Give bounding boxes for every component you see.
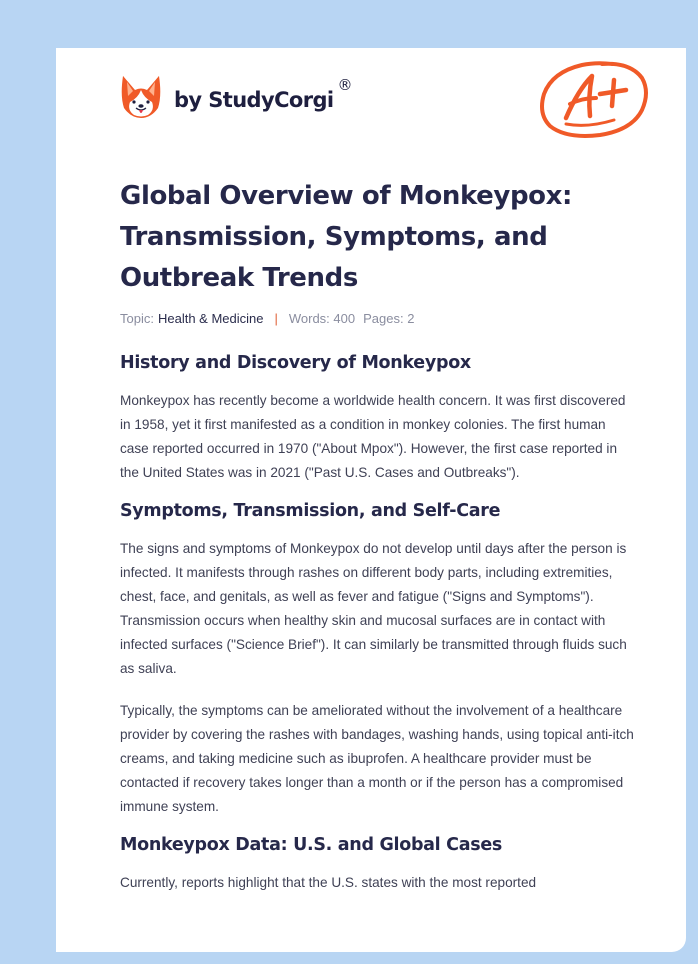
page-title: Global Overview of Monkeypox: Transmission, Symptoms, and Outbreak Trends bbox=[120, 181, 572, 293]
logo-text: by StudyCorgi bbox=[174, 88, 334, 112]
studycorgi-logo[interactable] bbox=[120, 74, 353, 120]
topic-label: Topic: bbox=[120, 311, 154, 326]
document-card bbox=[56, 48, 686, 952]
paragraph: The signs and symptoms of Monkeypox do not develop until days after the person is infected. It manifests through rashes on different body parts, including extremities, chest, face, and genitals, as well as fever and fatigue ("Signs and Symptoms"). Transmission occurs when healthy skin and mucosal surfaces are in contact with infected surfaces ("Science Brief"). It can similarly be transmitted through fluids such as saliva. bbox=[120, 541, 627, 676]
corgi-logo-icon bbox=[120, 74, 162, 120]
section-heading-symptoms: Symptoms, Transmission, and Self-Care bbox=[120, 501, 501, 521]
article-content bbox=[120, 176, 636, 895]
topic-link[interactable]: Health & Medicine bbox=[157, 311, 264, 326]
page-count: Pages: 2 bbox=[363, 311, 415, 326]
meta-separator: | bbox=[274, 311, 278, 326]
paragraph: Monkeypox has recently become a worldwide health concern. It was first discovered in 1958, yet it first manifested as a condition in monkey colonies. The first human case reported occurred in 1970 ("About Mpox"). However, the first case reported in the United States was in 2021 ("Past U.S. Cases and Outbreaks"). bbox=[120, 393, 626, 480]
header bbox=[56, 48, 686, 158]
a-plus-grade-icon bbox=[538, 58, 650, 140]
paragraph: Typically, the symptoms can be ameliorated without the involvement of a healthcare provider by covering the rashes with bandages, washing hands, using topical anti-itch creams, and taking medicine such as ibuprofen. A healthcare provider must be contacted if recovery takes longer than a month or if the person has a compromised immune system. bbox=[120, 703, 634, 814]
section-heading-data: Monkeypox Data: U.S. and Global Cases bbox=[120, 835, 503, 855]
word-count: Words: 400 bbox=[288, 311, 356, 326]
paragraph: Currently, reports highlight that the U.S. states with the most reported bbox=[120, 875, 537, 890]
article-meta bbox=[120, 311, 636, 326]
section-heading-history: History and Discovery of Monkeypox bbox=[120, 353, 471, 373]
registered-mark: ® bbox=[337, 76, 353, 94]
